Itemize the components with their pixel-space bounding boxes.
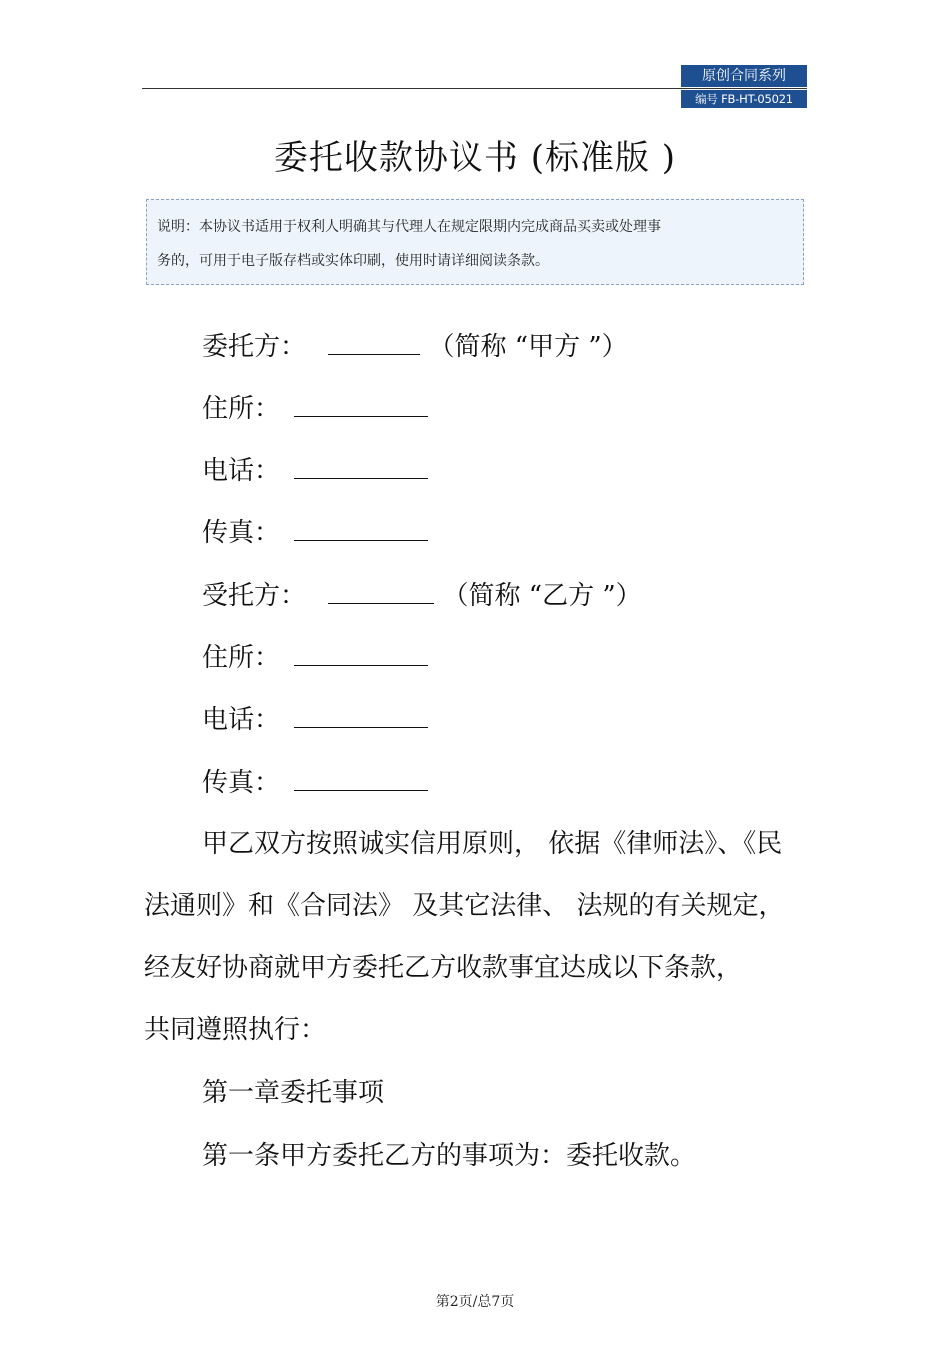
document-code-badge: 编号 FB-HT-05021 (681, 90, 807, 108)
usage-note (146, 199, 804, 285)
party-b-label: 受托方： (202, 581, 307, 611)
party-b-address-row (202, 639, 428, 676)
article-1: 第一条甲方委托乙方的事项为：委托收款。 (202, 1141, 697, 1171)
party-b-fax-blank[interactable] (294, 764, 428, 791)
party-a-name-blank[interactable] (328, 328, 420, 355)
preamble-line-3: 经友好协商就甲方委托乙方收款事宜达成以下条款， (144, 953, 743, 983)
chapter-heading: 第一章委托事项 (202, 1078, 385, 1108)
party-b-fax-row (202, 764, 428, 801)
preamble-line-4: 共同遵照执行： (144, 1015, 327, 1045)
document-title: 委托收款协议书 (标准版 ) (273, 138, 677, 178)
preamble-line-2: 法通则》和《合同法》 及其它法律、 法规的有关规定， (144, 891, 785, 921)
party-b-phone-label: 电话： (202, 705, 281, 735)
party-b-address-blank[interactable] (294, 639, 428, 666)
usage-note-line-1: 说明：本协议书适用于权利人明确其与代理人在规定限期内完成商品买卖或处理事 (157, 219, 661, 235)
party-a-fax-row (202, 514, 428, 551)
party-b-address-label: 住所： (202, 643, 281, 673)
party-a-fax-blank[interactable] (294, 514, 428, 541)
party-b-fax-label: 传真： (202, 768, 281, 798)
usage-note-line-2: 务的，可用于电子版存档或实体印刷，使用时请详细阅读条款。 (157, 253, 549, 269)
party-a-address-blank[interactable] (294, 390, 428, 417)
party-a-alias: （简称 “甲方 ”） (428, 332, 628, 362)
header-rule (142, 88, 807, 89)
party-b-row (202, 577, 642, 614)
party-a-phone-blank[interactable] (294, 452, 428, 479)
party-a-row (202, 328, 628, 365)
party-b-alias: （简称 “乙方 ”） (442, 581, 642, 611)
party-a-address-row (202, 390, 428, 427)
party-a-address-label: 住所： (202, 394, 281, 424)
preamble-line-1: 甲乙双方按照诚实信用原则， 依据《律师法》、《民 (202, 829, 783, 859)
page-number: 第2页/总7页 (435, 1294, 515, 1310)
party-a-fax-label: 传真： (202, 518, 281, 548)
series-badge: 原创合同系列 (681, 65, 807, 87)
party-b-phone-row (202, 701, 428, 738)
party-b-name-blank[interactable] (328, 577, 434, 604)
party-a-phone-label: 电话： (202, 456, 281, 486)
party-a-phone-row (202, 452, 428, 489)
party-b-phone-blank[interactable] (294, 701, 428, 728)
party-a-label: 委托方： (202, 332, 307, 362)
